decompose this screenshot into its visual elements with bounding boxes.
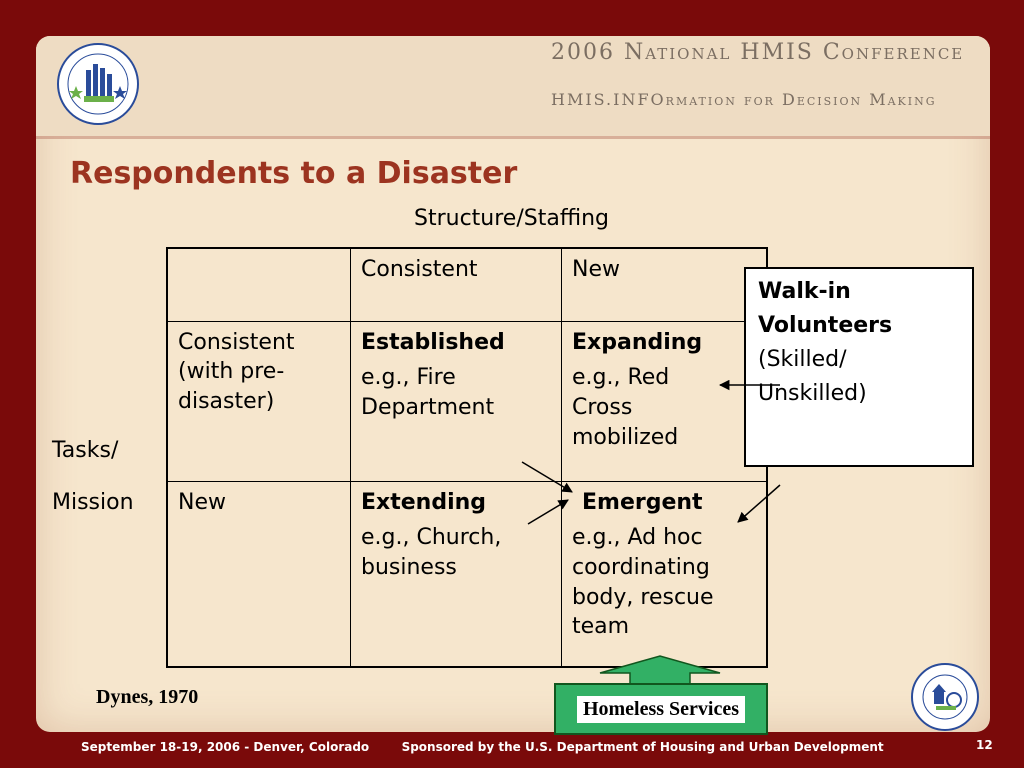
hud-seal-icon [56,42,140,126]
matrix-header-row [167,248,767,321]
cell-line: business [361,554,457,580]
cell-title: Extending [361,489,487,515]
conference-subtitle: HMIS.INFOrmation for Decision Making [551,90,937,109]
cell-line: Cross [572,394,633,420]
matrix-row-new [167,481,767,667]
row-label-line: disaster) [178,388,275,414]
cell-line: e.g., Church, [361,525,502,551]
walkin-line: Unskilled) [758,381,867,407]
row-label-line: (with pre- [178,359,285,385]
cell-line: team [572,614,630,640]
homeless-services-box [554,683,768,735]
cell-line: coordinating [572,554,710,580]
header-divider [36,136,990,139]
column-header-new: New [562,248,768,321]
row-label-line: New [178,489,226,515]
respondents-matrix [166,247,768,668]
cell-line: Department [361,394,495,420]
footer-sponsor: Sponsored by the U.S. Department of Housing and Urban Development [401,740,884,754]
cell-title: Expanding [572,329,703,355]
row-header-new [167,481,351,667]
matrix-corner-cell [167,248,351,321]
row-axis-label-mission: Mission [52,490,134,515]
cell-line: e.g., Fire [361,365,456,391]
column-axis-label: Structure/Staffing [414,206,610,231]
walk-in-volunteers-box [744,267,974,467]
cell-line: e.g., Ad hoc [572,525,703,551]
cell-established [351,321,562,481]
conference-title: 2006 National HMIS Conference [551,40,965,65]
footer [81,740,884,754]
slide-title: Respondents to a Disaster [70,156,518,191]
cell-expanding [562,321,768,481]
homeless-services-label: Homeless Services [577,696,745,723]
hmis-conference-logo-icon [910,662,980,732]
footer-dates-location: September 18-19, 2006 - Denver, Colorado [81,740,370,754]
cell-line: mobilized [572,424,679,450]
page-number: 12 [976,738,993,752]
column-header-consistent: Consistent [351,248,562,321]
cell-title: Established [361,329,505,355]
walkin-line: (Skilled/ [758,347,847,373]
matrix-row-consistent [167,321,767,481]
cell-line: body, rescue [572,584,714,610]
row-header-consistent [167,321,351,481]
row-axis-label-tasks: Tasks/ [52,438,119,463]
walkin-line: Volunteers [758,313,893,339]
cell-emergent [562,481,768,667]
cell-line: e.g., Red [572,365,670,391]
row-label-line: Consistent [178,329,295,355]
cell-title: Emergent [582,489,703,515]
citation: Dynes, 1970 [96,686,199,708]
cell-extending [351,481,562,667]
walkin-line: Walk-in [758,279,851,304]
